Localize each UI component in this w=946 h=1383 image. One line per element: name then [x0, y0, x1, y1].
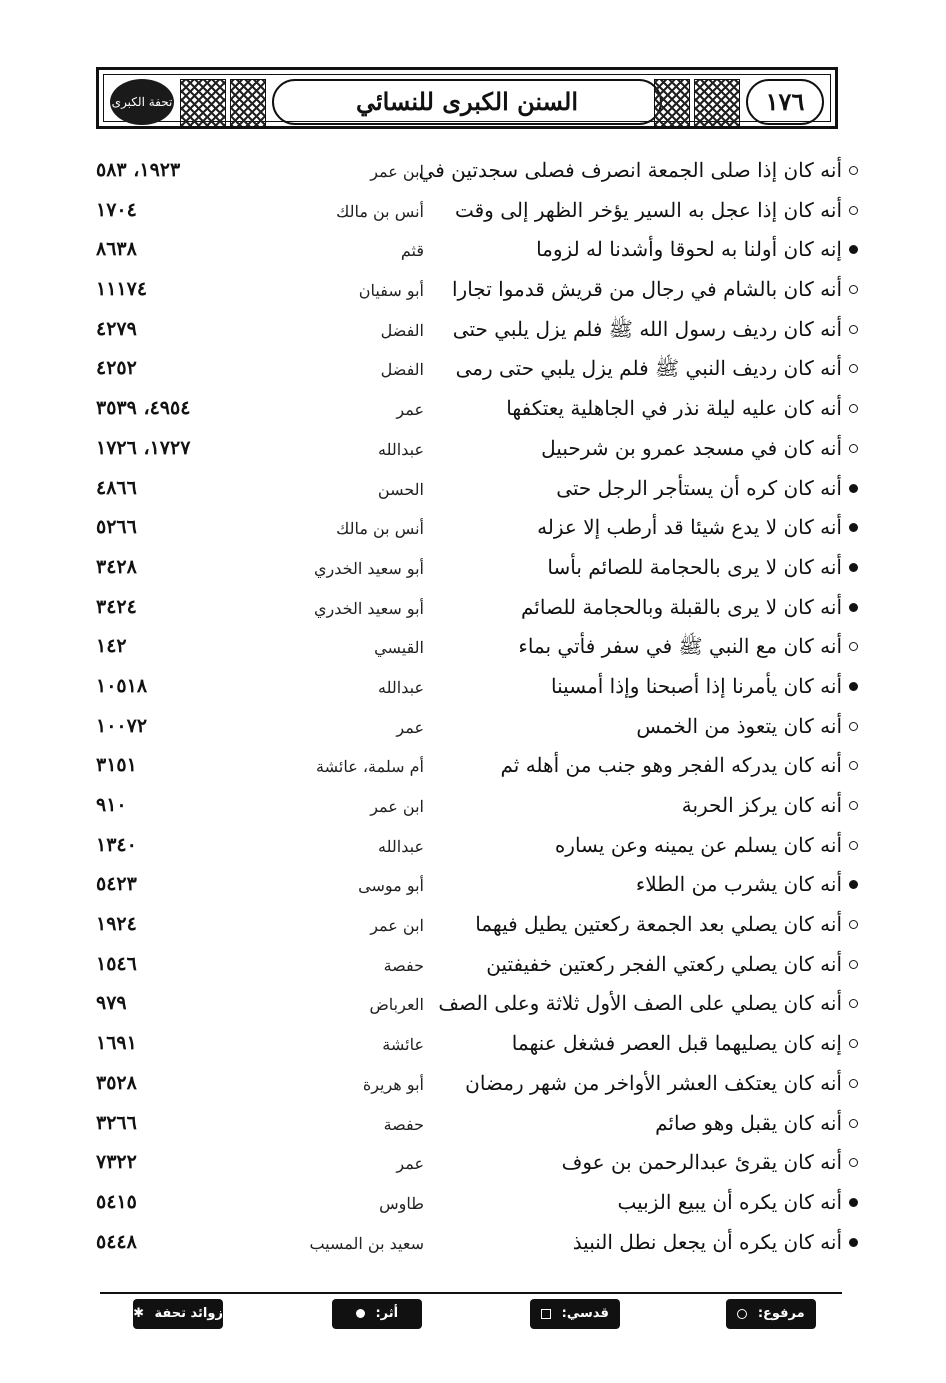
index-row: [0, 350, 946, 390]
narrator-name: عائشة: [382, 1035, 424, 1055]
hadith-incipit: أنه كان يقبل وهو صائم: [655, 1110, 842, 1135]
hadith-incipit: أنه كان رديف النبي ﷺ فلم يزل يلبي حتى رمى: [455, 356, 842, 381]
index-row: [0, 946, 946, 986]
hadith-numbers: ٩٧٩: [96, 992, 127, 1015]
narrator-name: أنس بن مالك: [336, 201, 424, 221]
open-circle-icon: [849, 642, 858, 651]
hadith-incipit: أنه كان في مسجد عمرو بن شرحبيل: [541, 435, 842, 460]
hadith-numbers: ٤٢٥٢: [96, 357, 137, 380]
open-circle-icon: [849, 1158, 858, 1167]
narrator-name: ابن عمر: [370, 916, 424, 936]
hadith-incipit: إنه كان يصليهما قبل العصر فشغل عنهما: [511, 1031, 842, 1056]
legend-qudsi-label: قدسي:: [561, 1306, 609, 1321]
index-row: [0, 1184, 946, 1224]
open-circle-icon: [849, 841, 858, 850]
narrator-name: العرباض: [369, 995, 424, 1015]
index-row: [0, 470, 946, 510]
hadith-incipit: أنه كان رديف رسول الله ﷺ فلم يزل يلبي حتى: [452, 316, 842, 341]
narrator-name: حفصة: [383, 955, 424, 975]
legend-zawaid: [133, 1299, 223, 1329]
hadith-numbers: ٤٨٦٦: [96, 476, 137, 499]
hadith-numbers: ٤٢٧٩: [96, 317, 137, 340]
hadith-numbers: ٥٢٦٦: [96, 516, 137, 539]
index-row: [0, 311, 946, 351]
index-row: [0, 509, 946, 549]
open-circle-icon: [737, 1309, 747, 1319]
hadith-numbers: ٤٩٥٤، ٣٥٣٩: [96, 397, 191, 420]
open-square-icon: [541, 1309, 551, 1319]
narrator-name: عبدالله: [378, 836, 424, 856]
filled-circle-icon: [849, 682, 858, 691]
hadith-numbers: ١٧٠٤: [96, 198, 137, 221]
filled-circle-icon: [849, 523, 858, 532]
open-circle-icon: [849, 1119, 858, 1128]
open-circle-icon: [849, 801, 858, 810]
hadith-incipit: أنه كان يتعوذ من الخمس: [636, 713, 842, 738]
narrator-name: ابن عمر: [370, 797, 424, 816]
index-row: [0, 231, 946, 271]
index-row: [0, 152, 946, 192]
hadith-numbers: ٣١٥١: [96, 754, 137, 777]
index-row: [0, 589, 946, 629]
narrator-name: عبدالله: [378, 439, 424, 459]
header-frame: [103, 74, 831, 122]
index-row: [0, 827, 946, 867]
hadith-incipit: أنه كان مع النبي ﷺ في سفر فأتي بماء: [518, 634, 842, 659]
hadith-incipit: أنه كان يأمرنا إذا أصبحنا وإذا أمسينا: [551, 673, 842, 698]
hadith-incipit: أنه كان لا يرى بالحجامة للصائم بأسا: [547, 554, 842, 579]
narrator-name: سعيد بن المسيب: [309, 1233, 424, 1253]
index-row: [0, 271, 946, 311]
narrator-name: الفضل: [380, 360, 424, 380]
hadith-incipit: أنه كان عليه ليلة نذر في الجاهلية يعتكفها: [506, 396, 842, 421]
hadith-numbers: ١٤٢: [96, 635, 127, 658]
narrator-name: أبو سعيد الخدري: [314, 558, 424, 578]
hadith-numbers: ٣٢٦٦: [96, 1111, 137, 1134]
hadith-incipit: أنه كان يكره أن يبيع الزبيب: [617, 1189, 842, 1214]
hadith-numbers: ٣٥٢٨: [96, 1071, 137, 1094]
legend-marfu: [726, 1299, 816, 1329]
open-circle-icon: [849, 404, 858, 413]
index-row: [0, 549, 946, 589]
index-row: [0, 747, 946, 787]
hadith-numbers: ٥٤٤٨: [96, 1230, 137, 1253]
open-circle-icon: [849, 325, 858, 334]
legend-athar-label: أثر:: [375, 1306, 399, 1321]
footer-divider: [100, 1292, 842, 1294]
index-row: [0, 668, 946, 708]
hadith-index-list: [0, 152, 946, 1263]
open-circle-icon: [849, 1039, 858, 1048]
open-circle-icon: [849, 206, 858, 215]
book-title: السنن الكبرى للنسائي: [272, 79, 662, 125]
hadith-numbers: ١٩٢٣، ٥٨٣: [96, 159, 181, 181]
open-circle-icon: [849, 761, 858, 770]
hadith-numbers: ٨٦٣٨: [96, 238, 137, 261]
open-circle-icon: [849, 1079, 858, 1088]
narrator-name: عمر: [396, 400, 424, 420]
hadith-incipit: أنه كان يركز الحربة: [681, 793, 842, 817]
index-row: [0, 1065, 946, 1105]
index-row: [0, 390, 946, 430]
hadith-numbers: ١١١٧٤: [96, 278, 148, 301]
narrator-name: عبدالله: [378, 677, 424, 697]
page-number: ١٧٦: [746, 79, 824, 125]
narrator-name: الفضل: [380, 320, 424, 340]
open-circle-icon: [849, 166, 858, 175]
index-row: [0, 906, 946, 946]
narrator-name: أم سلمة، عائشة: [316, 757, 424, 777]
legend-qudsi: [530, 1299, 620, 1329]
hadith-numbers: ١٦٩١: [96, 1032, 137, 1055]
hadith-incipit: أنه كان يصلي بعد الجمعة ركعتين يطيل فيهما: [475, 912, 842, 937]
narrator-name: أنس بن مالك: [336, 519, 424, 539]
hadith-incipit: أنه كان يصلي على الصف الأول ثلاثة وعلى الصف: [438, 991, 842, 1016]
hadith-incipit: أنه كان إذا عجل به السير يؤخر الظهر إلى وقت: [454, 197, 842, 222]
hadith-incipit: أنه كان يكره أن يجعل نطل النبيذ: [572, 1229, 842, 1254]
index-row: [0, 708, 946, 748]
legend-marfu-label: مرفوع:: [757, 1306, 805, 1321]
page-header: [96, 67, 838, 129]
hadith-numbers: ٣٤٢٤: [96, 595, 137, 618]
open-circle-icon: [849, 960, 858, 969]
filled-circle-icon: [849, 563, 858, 572]
open-circle-icon: [849, 285, 858, 294]
open-circle-icon: [849, 722, 858, 731]
hadith-numbers: ١٩٢٤: [96, 913, 137, 936]
hadith-incipit: أنه كان كره أن يستأجر الرجل حتى: [556, 475, 842, 500]
hadith-incipit: أنه كان يعتكف العشر الأواخر من شهر رمضان: [465, 1070, 842, 1095]
hadith-numbers: ١٥٤٦: [96, 952, 137, 975]
hadith-incipit: أنه كان لا يرى بالقبلة وبالحجامة للصائم: [521, 594, 842, 619]
hadith-incipit: أنه كان يشرب من الطلاء: [635, 872, 842, 897]
hadith-numbers: ٣٤٢٨: [96, 555, 137, 578]
filled-circle-icon: [356, 1309, 365, 1318]
open-circle-icon: [849, 364, 858, 373]
hadith-numbers: ٧٣٢٢: [96, 1151, 137, 1174]
narrator-name: أبو سعيد الخدري: [314, 598, 424, 618]
header-ornament: [180, 79, 226, 127]
filled-circle-icon: [849, 484, 858, 493]
hadith-incipit: أنه كان لا يدع شيئا قد أرطب إلا عزله: [537, 515, 842, 540]
hadith-incipit: أنه كان يقرئ عبدالرحمن بن عوف: [561, 1150, 842, 1175]
filled-circle-icon: [849, 1238, 858, 1247]
hadith-numbers: ١٠٠٧٢: [96, 714, 148, 737]
hadith-numbers: ٥٤١٥: [96, 1190, 137, 1213]
narrator-name: ابن عمر: [370, 162, 424, 181]
index-row: [0, 985, 946, 1025]
hadith-incipit: إنه كان أولنا به لحوقا وأشدنا له لزوما: [536, 237, 842, 262]
narrator-name: أبو سفيان: [358, 281, 424, 301]
open-circle-icon: [849, 444, 858, 453]
narrator-name: قثم: [400, 241, 424, 261]
narrator-name: الحسن: [377, 479, 424, 499]
asterisk-icon: ✱: [133, 1306, 144, 1321]
hadith-incipit: أنه كان إذا صلى الجمعة انصرف فصلى سجدتين في: [418, 158, 842, 182]
legend-zawaid-label: زوائد تحفة: [154, 1306, 223, 1321]
narrator-name: عمر: [396, 1154, 424, 1174]
hadith-numbers: ١٠٥١٨: [96, 674, 148, 697]
open-circle-icon: [849, 999, 858, 1008]
hadith-incipit: أنه كان يسلم عن يمينه وعن يساره: [554, 832, 842, 857]
filled-circle-icon: [849, 603, 858, 612]
narrator-name: عمر: [396, 717, 424, 737]
hadith-incipit: أنه كان بالشام في رجال من قريش قدموا تجارا: [452, 277, 842, 302]
narrator-name: أبو موسى: [358, 876, 424, 896]
hadith-incipit: أنه كان يدركه الفجر وهو جنب من أهله ثم: [500, 753, 842, 778]
index-row: [0, 628, 946, 668]
filled-circle-icon: [849, 1198, 858, 1207]
legend-athar: [332, 1299, 422, 1329]
header-ornament: [654, 79, 690, 127]
hadith-numbers: ١٣٤٠: [96, 833, 137, 856]
header-ornament: [230, 79, 266, 127]
narrator-name: القيسي: [374, 638, 424, 658]
index-row: [0, 787, 946, 827]
index-row: [0, 1025, 946, 1065]
filled-circle-icon: [849, 245, 858, 254]
index-row: [0, 430, 946, 470]
index-row: [0, 192, 946, 232]
open-circle-icon: [849, 920, 858, 929]
hadith-numbers: ٩١٠: [96, 794, 127, 816]
narrator-name: طاوس: [379, 1193, 424, 1213]
hadith-incipit: أنه كان يصلي ركعتي الفجر ركعتين خفيفتين: [486, 951, 842, 976]
hadith-numbers: ١٧٢٧، ١٧٢٦: [96, 436, 191, 459]
narrator-name: أبو هريرة: [362, 1074, 424, 1094]
book-seal-logo: تحفة الكبرى: [110, 79, 174, 125]
index-row: [0, 1105, 946, 1145]
index-row: [0, 866, 946, 906]
narrator-name: حفصة: [383, 1114, 424, 1134]
header-ornament: [694, 79, 740, 127]
filled-circle-icon: [849, 880, 858, 889]
hadith-numbers: ٥٤٢٣: [96, 873, 137, 896]
index-row: [0, 1144, 946, 1184]
index-row: [0, 1224, 946, 1264]
